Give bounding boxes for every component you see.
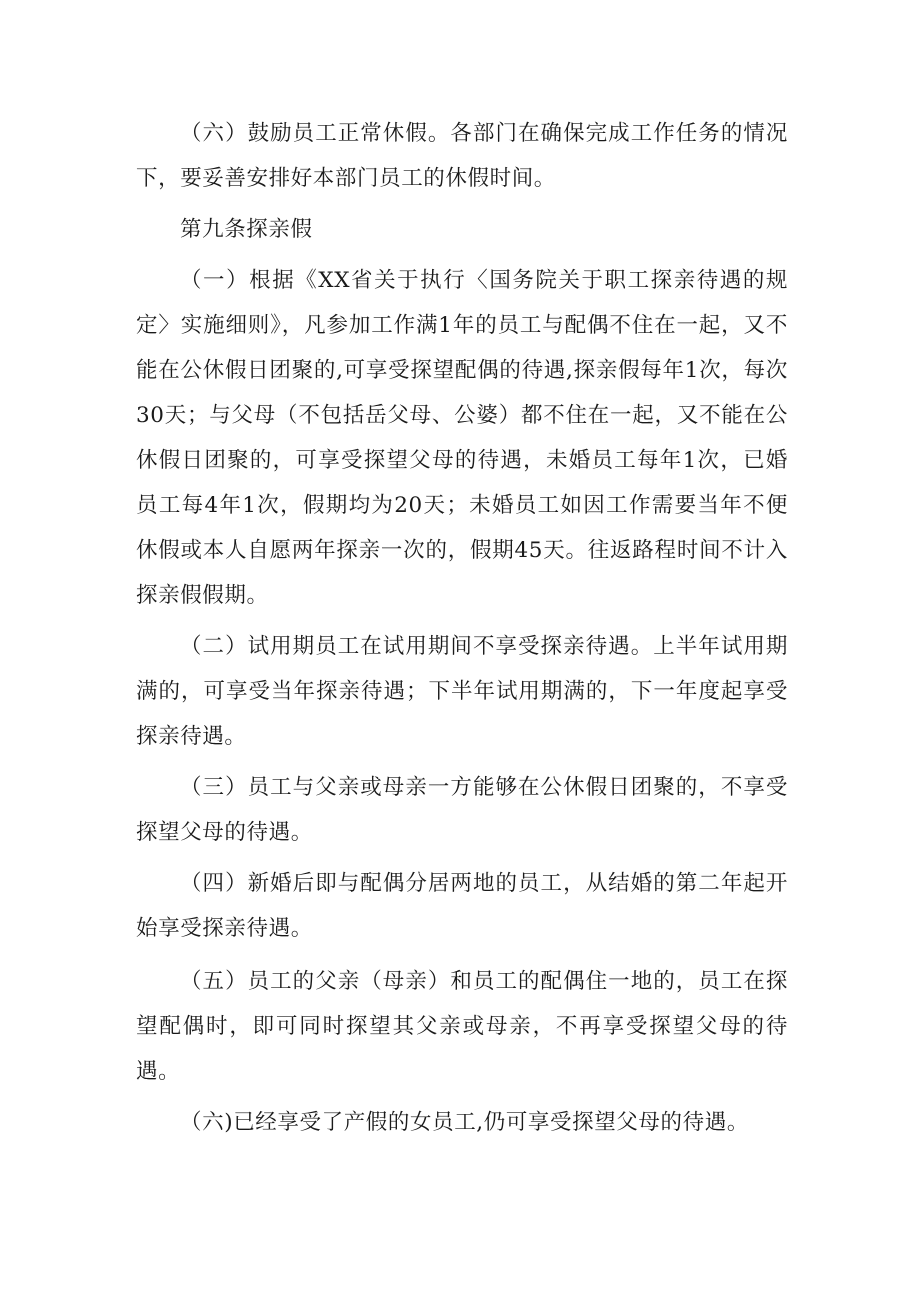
article-heading: 第九条探亲假 [180, 217, 313, 242]
paragraph-probation: （二）试用期员工在试用期间不享受探亲待遇。上半年试用期满的，可享受当年探亲待遇；下半年试用期满的，下一年度起享受探亲待遇。 [136, 634, 788, 749]
paragraph-same-location: （五）员工的父亲（母亲）和员工的配偶住一地的，员工在探望配偶时，即可同时探望其父亲或母亲，不再享受探望父母的待遇。 [136, 969, 788, 1084]
paragraph-parent-reunion: （三）员工与父亲或母亲一方能够在公休假日团聚的，不享受探望父母的待遇。 [136, 775, 788, 845]
paragraph-family-visit-rules: （一）根据《XX省关于执行〈国务院关于职工探亲待遇的规定〉实施细则》，凡参加工作满1年的员工与配偶不住在一起，又不能在公休假日团聚的,可享受探望配偶的待遇,探亲假每年1次，每次30天；与父母（不包括岳父母、公婆）都不住在一起，又不能在公休假日团聚的，可享受探望父母的待遇，未婚员工每年1次，已婚员工每4年1次，假期均为20天；未婚员工如因工作需要当年不便休假或本人自愿两年探亲一次的，假期45天。往返路程时间不计入探亲假假期。 [136, 268, 788, 608]
paragraph-maternity: （六)已经享受了产假的女员工,仍可享受探望父母的待遇。 [180, 1110, 749, 1135]
paragraph-encourage-leave: （六）鼓励员工正常休假。各部门在确保完成工作任务的情况下，要妥善安排好本部门员工的休假时间。 [136, 121, 788, 191]
document-body [136, 111, 788, 1145]
paragraph-newlywed: （四）新婚后即与配偶分居两地的员工，从结婚的第二年起开始享受探亲待遇。 [136, 871, 788, 941]
